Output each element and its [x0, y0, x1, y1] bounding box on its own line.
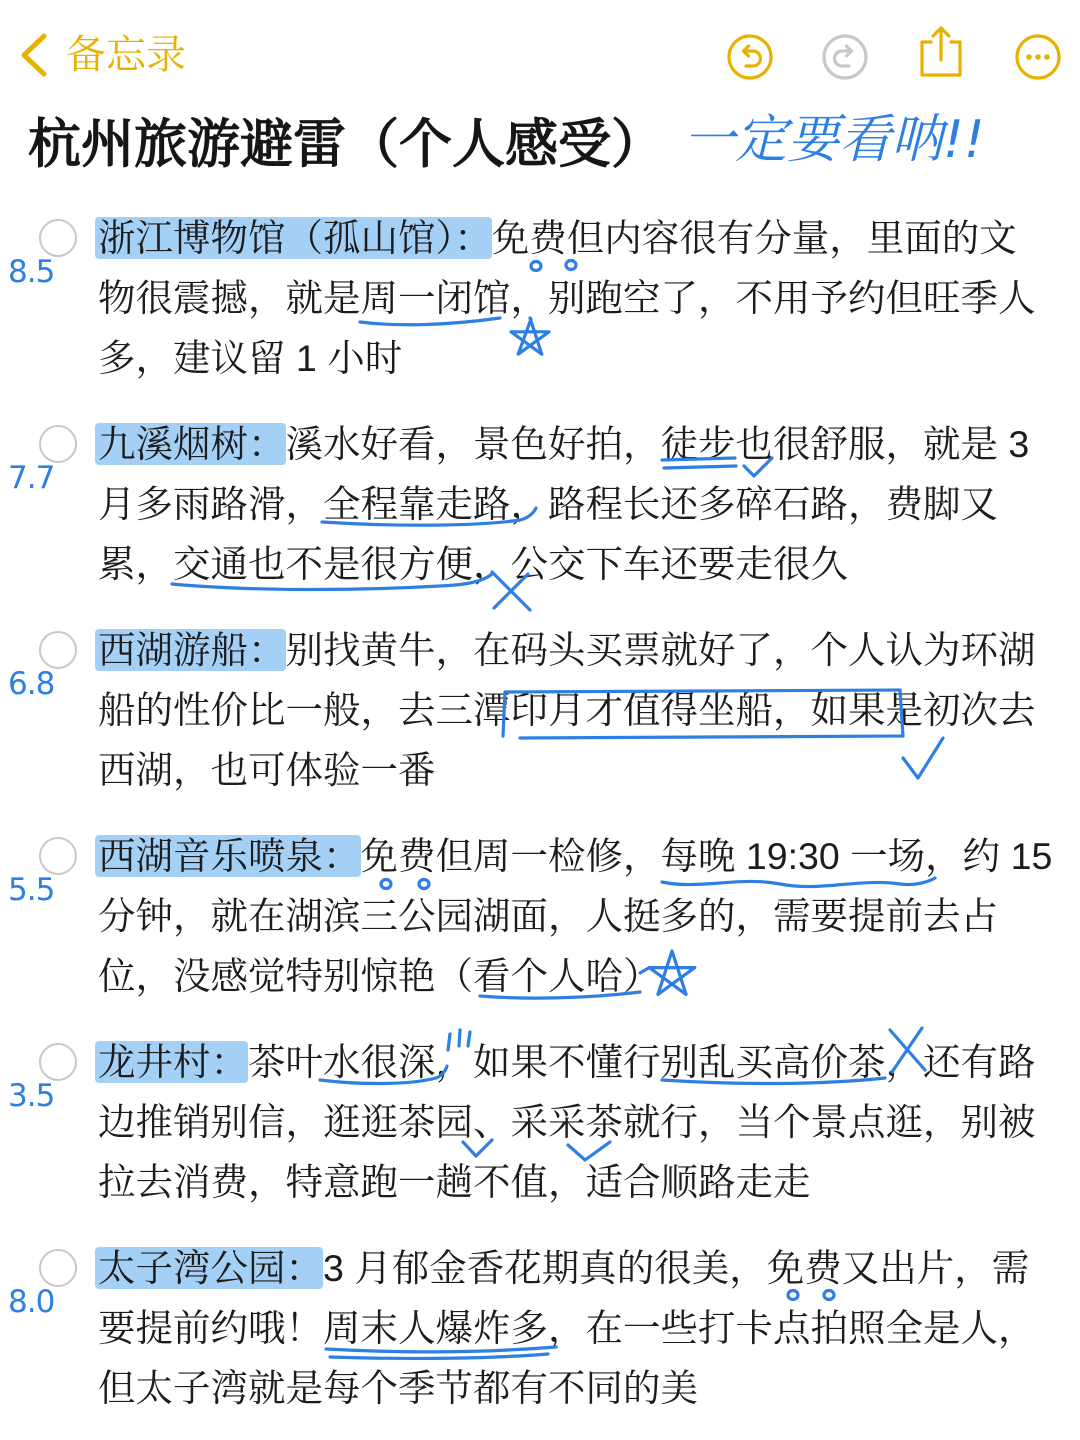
share-icon	[915, 24, 965, 80]
handwritten-score: 8.5	[8, 254, 55, 290]
note-title: 杭州旅游避雷（个人感受）	[28, 114, 664, 175]
item-line: 拉去消费，特意跑一趟不值，适合顺路走走	[98, 1161, 811, 1203]
more-button[interactable]	[1013, 32, 1063, 82]
item-line	[98, 1238, 1073, 1298]
navigation-bar	[0, 0, 1080, 100]
item-heading: 西湖游船：	[95, 629, 286, 671]
handwritten-score: 7.7	[8, 460, 55, 496]
item-line: 边推销别信，逛逛茶园、采采茶就行，当个景点逛，别被	[98, 1101, 1036, 1143]
item-line	[98, 620, 1073, 680]
item-text	[98, 414, 1073, 594]
item-heading: 龙井村：	[95, 1041, 248, 1083]
back-button[interactable]	[10, 25, 195, 87]
item-line	[98, 208, 1073, 268]
item-line: 累，交通也不是很方便，公交下车还要走很久	[98, 543, 848, 585]
item-line-text: 免费但周一检修，每晚 19:30 一场，约 15	[360, 835, 1053, 877]
item-line	[98, 826, 1073, 886]
item-text	[98, 1238, 1073, 1418]
checklist-item	[0, 1238, 1080, 1418]
share-button[interactable]	[915, 24, 965, 80]
item-line-text: 别找黄牛，在码头买票就好了，个人认为环湖	[285, 629, 1036, 671]
back-label: 备忘录	[66, 32, 186, 78]
checklist-item	[0, 826, 1080, 1006]
item-text	[98, 826, 1073, 1006]
chevron-left-icon	[18, 32, 50, 78]
item-line: 多，建议留 1 小时	[98, 337, 403, 379]
item-line: 月多雨路滑，全程靠走路，路程长还多碎石路，费脚又	[98, 483, 998, 525]
redo-icon	[820, 32, 870, 82]
item-line: 船的性价比一般，去三潭印月才值得坐船，如果是初次去	[98, 689, 1036, 731]
handwritten-score: 5.5	[8, 872, 55, 908]
item-line: 物很震撼，就是周一闭馆，别跑空了，不用予约但旺季人	[98, 277, 1036, 319]
handwritten-score: 8.0	[8, 1284, 55, 1320]
item-line: 要提前约哦！周末人爆炸多，在一些打卡点拍照全是人，	[98, 1307, 1036, 1349]
item-line-text: 溪水好看，景色好拍，徒步也很舒服，就是 3	[285, 423, 1030, 465]
undo-button[interactable]	[725, 32, 775, 82]
handwritten-score: 6.8	[8, 666, 55, 702]
checklist-item	[0, 208, 1080, 388]
checklist-item	[0, 414, 1080, 594]
redo-button[interactable]	[820, 32, 870, 82]
item-line-text: 免费但内容很有分量，里面的文	[491, 217, 1017, 259]
item-line	[98, 414, 1073, 474]
handwritten-score: 3.5	[8, 1078, 55, 1114]
checklist-item	[0, 620, 1080, 800]
item-text	[98, 1032, 1073, 1212]
item-line: 西湖，也可体验一番	[98, 749, 436, 791]
item-heading: 西湖音乐喷泉：	[95, 835, 361, 877]
item-line	[98, 1032, 1073, 1092]
item-line: 位，没感觉特别惊艳（看个人哈）	[98, 955, 661, 997]
item-line: 分钟，就在湖滨三公园湖面，人挺多的，需要提前去占	[98, 895, 998, 937]
item-text	[98, 620, 1073, 800]
item-heading: 浙江博物馆（孤山馆）：	[95, 217, 492, 259]
checklist-item	[0, 1032, 1080, 1212]
item-heading: 九溪烟树：	[95, 423, 286, 465]
item-line: 但太子湾就是每个季节都有不同的美	[98, 1367, 698, 1409]
item-heading: 太子湾公园：	[95, 1247, 323, 1289]
handwritten-title-annotation: 一定要看呐!!	[683, 110, 985, 170]
more-icon	[1013, 32, 1063, 82]
undo-icon	[725, 32, 775, 82]
item-line-text: 3 月郁金香花期真的很美，免费又出片，需	[323, 1247, 1030, 1289]
item-line-text: 茶叶水很深，如果不懂行别乱买高价茶，还有路	[248, 1041, 1036, 1083]
item-text	[98, 208, 1073, 388]
